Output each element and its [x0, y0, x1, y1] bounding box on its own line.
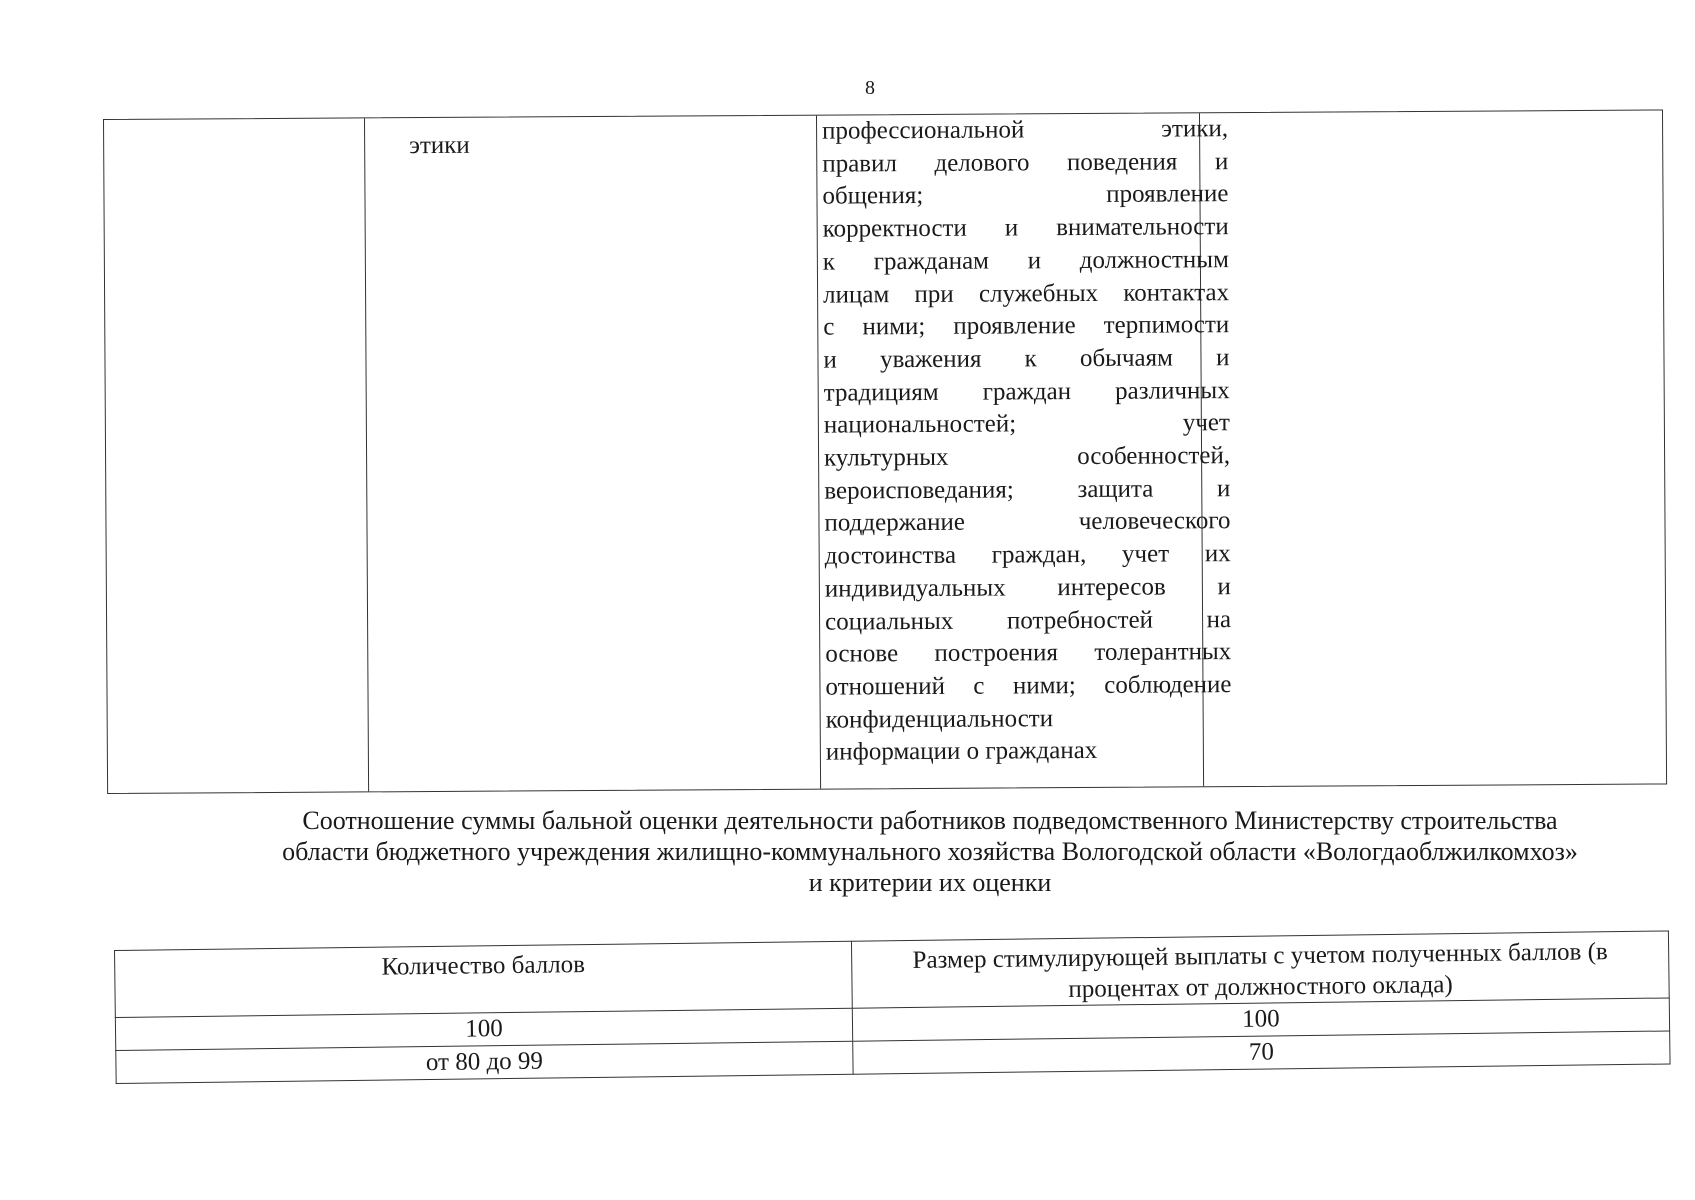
- criteria-line: с ними; проявление терпимости: [823, 311, 1230, 341]
- payment-cell: 70: [853, 1031, 1670, 1074]
- continuation-table: [103, 109, 1667, 794]
- criteria-line: социальных потребностей на: [825, 605, 1232, 636]
- criteria-line: корректности и внимательности: [822, 213, 1229, 243]
- score-cell: 100: [115, 1008, 852, 1050]
- criteria-line: поддержание человеческого: [824, 507, 1231, 538]
- column-divider: [364, 118, 369, 791]
- criteria-line: традициям граждан различных: [823, 376, 1230, 407]
- score-cell: от 80 до 99: [116, 1041, 853, 1083]
- criteria-line: к гражданам и должностным: [822, 245, 1229, 276]
- score-table: [114, 930, 1671, 1084]
- criteria-line: вероисповедания; защита и: [824, 474, 1231, 505]
- criteria-line: достоинства граждан, учет их: [824, 540, 1231, 570]
- criteria-line: культурных особенностей,: [824, 442, 1231, 472]
- criteria-line: отношений с ними; соблюдение: [825, 671, 1232, 701]
- heading-line: области бюджетного учреждения жилищно-коммунального хозяйства Вологодской области «Вологдаоблжилкомхоз»: [282, 837, 1578, 866]
- criteria-line: профессиональной этики,: [822, 115, 1229, 145]
- criteria-line: и уважения к обычаям и: [823, 344, 1230, 374]
- page-number: 8: [865, 77, 875, 99]
- criteria-line: общения; проявление: [822, 180, 1229, 211]
- criteria-line: индивидуальных интересов и: [824, 572, 1231, 603]
- criteria-line: конфиденциальности: [825, 704, 1054, 734]
- heading-line: Соотношение суммы бальной оценки деятельности работников подведомственного Министерству строительства: [302, 806, 1558, 835]
- heading-line: и критерии их оценки: [808, 868, 1052, 897]
- criteria-line: лицам при служебных контактах: [823, 278, 1230, 309]
- header-score-count: Количество баллов: [115, 941, 853, 1017]
- header-payment-size: Размер стимулирующей выплаты с учетом полученных баллов (в процентах от должностного оклада): [851, 931, 1669, 1008]
- criterion-name-cell: этики: [409, 131, 470, 160]
- section-heading: [180, 805, 1680, 898]
- column-divider: [816, 116, 821, 789]
- criteria-line: основе построения толерантных: [825, 638, 1232, 668]
- criterion-description-cell: [822, 113, 1232, 770]
- criteria-line: национальностей; учет: [823, 409, 1230, 439]
- criteria-line: информации о гражданах: [825, 737, 1098, 766]
- payment-cell: 100: [852, 998, 1669, 1041]
- criteria-line: правил делового поведения и: [822, 147, 1229, 178]
